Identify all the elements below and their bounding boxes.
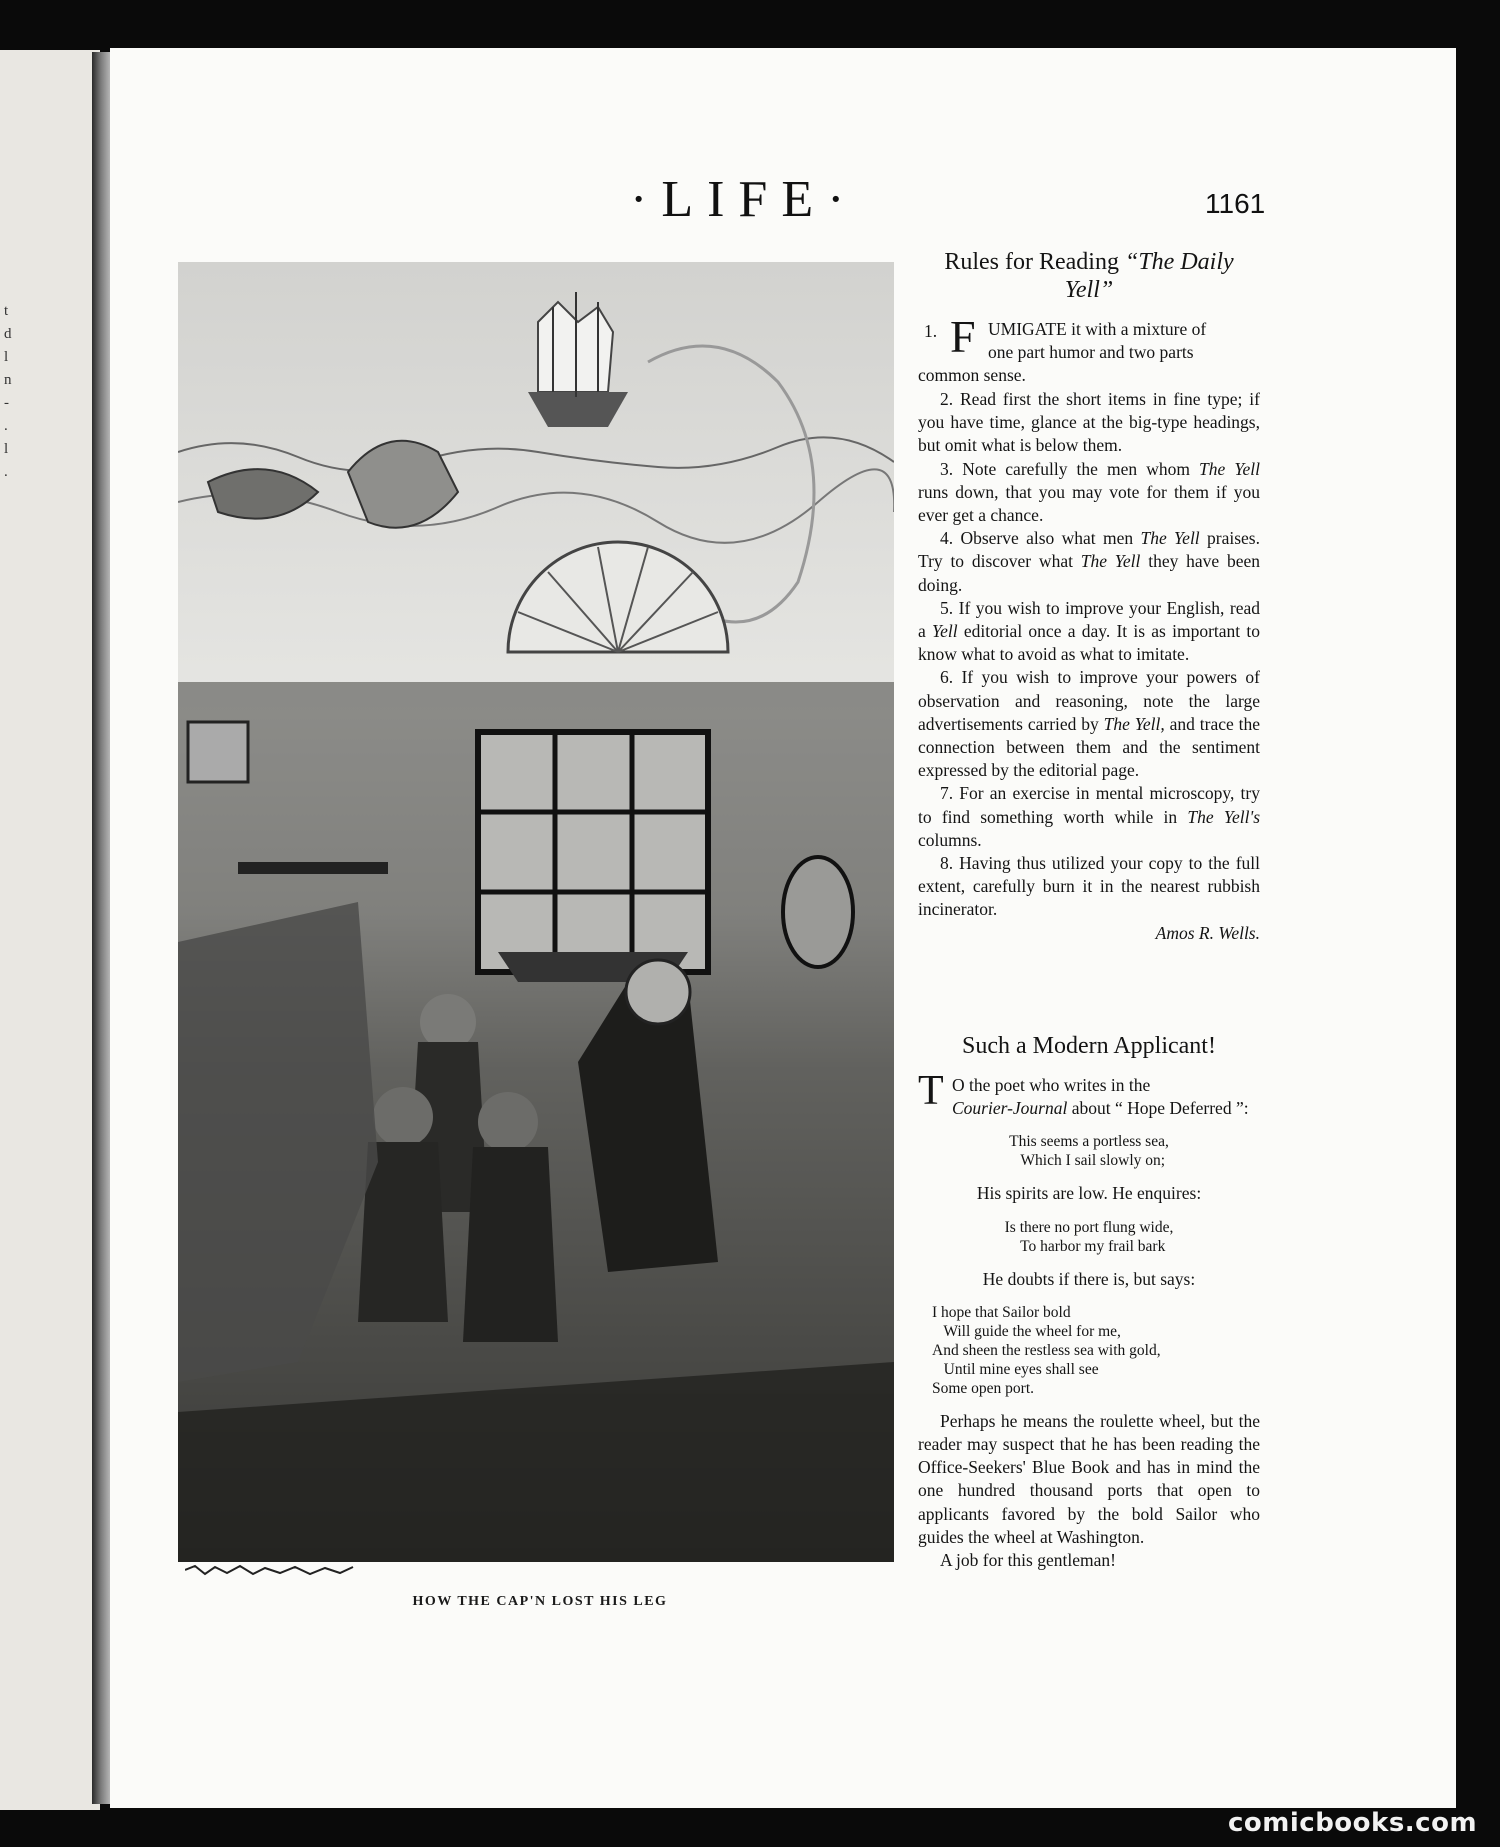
watermark: comicbooks.com [1228,1808,1478,1838]
illustration [178,262,894,1562]
rule-3 [918,458,1260,528]
page-number: 1161 [1205,188,1266,219]
rule-6-italic: The Yell, [1103,713,1165,734]
applicant-intro [918,1068,1260,1120]
rule-2: 2. Read first the short items in fine type; if you have time, glance at the big-type headings, but omit what is below them. [918,389,1260,456]
rule-4 [918,527,1260,597]
wall-picture [188,722,248,782]
applicant-title: Such a Modern Applicant! [962,1033,1216,1059]
masthead: ·LIFE· [630,171,859,228]
rules-author: Amos R. Wells. [1155,922,1260,943]
rule-1-line-2: one part humor and two parts [988,342,1194,363]
rule-1-line-1: UMIGATE it with a mixture of [988,319,1207,339]
verse-2: Is there no port flung wide, To harbor my frail bark [1004,1218,1174,1255]
rule-3-text-b: runs down, that you may vote for them if you ever get a chance. [918,481,1260,526]
rule-1-number: 1. [924,321,938,341]
child-3-body [463,1147,558,1342]
illustration-caption: HOW THE CAP'N LOST HIS LEG [412,1594,668,1609]
child-1 [420,994,476,1050]
rule-1 [918,311,1260,388]
applicant-article [918,1032,1260,1572]
applicant-closing: A job for this gentleman! [940,1550,1116,1571]
artist-signature [185,1564,355,1576]
rule-5-italic: Yell [932,621,958,642]
rule-7 [918,782,1260,852]
rules-article [918,248,1260,945]
rule-7-italic: The Yell's [1187,806,1260,827]
rule-7-text-a: 7. For an exercise in mental microscopy, try to find something worth while in [918,783,1260,827]
rule-4-text-c: they have been doing. [918,551,1260,595]
rule-5 [918,597,1260,667]
lantern [783,857,853,967]
applicant-line-2: He doubts if there is, but says: [982,1268,1196,1289]
rule-5-text-a: 5. If you wish to improve your English, read a [918,597,1260,642]
applicant-paragraph: Perhaps he means the roulette wheel, but the reader may suspect that he has been reading the Office-Seekers' Blue Book and has in mind the one hundred thousand ports that open to applicants favored by the bold Sailor who guides the wheel at Washington. [918,1410,1260,1547]
rule-4-text-b: praises. Try to discover what [918,528,1260,572]
rule-4-italic-2: The Yell [1080,551,1141,572]
child-3 [478,1092,538,1152]
rule-4-text-a: 4. Observe also what men [940,528,1141,549]
window-frame [478,732,708,972]
rules-title-plain: Rules for Reading [944,249,1125,275]
applicant-intro-line-1: O the poet who writes in the [952,1075,1151,1095]
rule-1-dropcap: F [950,311,976,362]
shelf [238,862,388,874]
rule-6-text-a: 6. If you wish to improve your powers of observation and reasoning, note the large advertisements carried by [918,667,1260,734]
applicant-intro-line-2 [952,1097,1260,1120]
rule-5-text-b: editorial once a day. It is as important to know what to avoid as what to imitate. [918,621,1260,665]
left-page-edge [0,50,100,1810]
rules-title-italic: “The Daily Yell” [1064,249,1234,303]
rule-6-text-b: and trace the connection between them and the sentiment expressed by the editorial page. [918,713,1260,781]
applicant-intro-italic: Courier-Journal [952,1098,1068,1119]
rule-3-italic: The Yell [1199,458,1260,479]
applicant-intro-rest: about “ Hope Deferred ”: [1067,1098,1249,1119]
old-sailor-head [626,960,690,1024]
rule-7-text-b: columns. [918,829,982,850]
rule-6 [918,666,1260,782]
verse-1: This seems a portless sea, Which I sail slowly on; [1009,1133,1169,1170]
rule-1-line-3: common sense. [918,365,1026,386]
verse-3: I hope that Sailor bold Will guide the wheel for me, And sheen the restless sea with gold, Until mine eyes shall see Some open port. [932,1303,1161,1397]
applicant-line-1: His spirits are low. He enquires: [976,1183,1202,1204]
applicant-dropcap: T [918,1068,944,1114]
child-2 [373,1087,433,1147]
rule-4-italic-1: The Yell [1140,528,1200,549]
rules-title [918,248,1260,304]
rule-3-text-a: 3. Note carefully the men whom [940,458,1200,479]
rule-8: 8. Having thus utilized your copy to the full extent, carefully burn it in the nearest rubbish incinerator. [918,853,1260,920]
left-page-edge-text: t d l n - . l . [4,303,12,480]
